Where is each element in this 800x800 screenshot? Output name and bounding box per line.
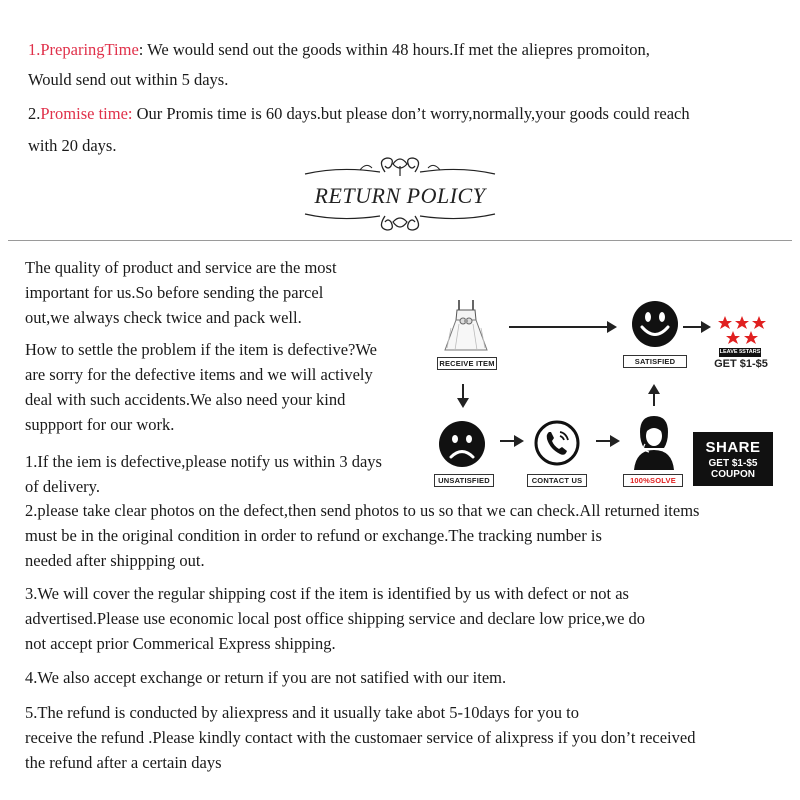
promise-time-text: Our Promis time is 60 days.but please don’t worry,normally,your goods could reach xyxy=(132,104,690,123)
point-5-line: the refund after a certain days xyxy=(25,753,222,772)
stars-icon xyxy=(718,316,766,348)
promise-time-line xyxy=(28,104,690,124)
unsatisfied-label: UNSATISFIED xyxy=(434,474,494,487)
point-5-line: 5.The refund is conducted by aliexpress and it usually take abot 5-10days for you to xyxy=(25,703,579,722)
point-3-line: advertised.Please use economic local post office shipping service and declare low price,we do xyxy=(25,609,646,628)
point-2-line: must be in the original condition in order to refund or exchange.The tracking number is xyxy=(25,526,602,545)
contact-us-label: CONTACT US xyxy=(527,474,587,487)
point-2-line: needed after shippping out. xyxy=(25,551,205,570)
solve-label: 100%SOLVE xyxy=(623,474,683,487)
promise-time-label: Promise time: xyxy=(40,104,133,123)
point-3-line: 3.We will cover the regular shipping cost if the item is identified by us with defect or not as xyxy=(25,584,629,603)
point-3-line: not accept prior Commerical Express shipping. xyxy=(25,634,336,653)
sad-face-icon xyxy=(438,420,486,468)
arrow-right-icon xyxy=(596,440,612,442)
defect-line: suppport for our work. xyxy=(25,415,175,434)
arrow-right-icon xyxy=(509,326,609,328)
intro-line: The quality of product and service are the most xyxy=(25,258,337,277)
receive-item-label: RECEIVE ITEM xyxy=(437,357,497,370)
defect-line: deal with such accidents.We also need your kind xyxy=(25,390,346,409)
intro-line: important for us.So before sending the parcel xyxy=(25,283,324,302)
defect-line: are sorry for the defective items and we will actively xyxy=(25,365,373,384)
point-5-line: receive the refund .Please kindly contact with the customaer service of alixpress if you don’t received xyxy=(25,728,696,747)
smiley-icon xyxy=(631,300,679,348)
share-text: SHARE xyxy=(705,439,761,456)
share-coupon-badge xyxy=(693,432,773,486)
arrow-up-icon xyxy=(653,392,655,406)
promise-time-number: 2. xyxy=(28,104,41,123)
defect-line: How to settle the problem if the item is defective?We xyxy=(25,340,377,359)
preparing-time-text: : We would send out the goods within 48 hours.If met the aliepres promoiton, xyxy=(138,40,650,59)
point-2-line: 2.please take clear photos on the defect,then send photos to us so that we can check.All returned items xyxy=(25,501,700,520)
preparing-time-label: PreparingTime xyxy=(40,40,139,59)
point-1-line: of delivery. xyxy=(25,477,100,496)
arrow-right-icon xyxy=(500,440,516,442)
ornament-top-icon xyxy=(300,152,500,182)
phone-icon xyxy=(534,420,580,466)
ornament-bottom-icon xyxy=(300,208,500,234)
preparing-time-continued: Would send out within 5 days. xyxy=(28,70,229,89)
arrow-down-icon xyxy=(462,384,464,400)
leave-stars-badge: LEAVE 5STARS xyxy=(719,349,761,355)
promise-time-continued: with 20 days. xyxy=(28,136,117,155)
section-divider xyxy=(8,240,792,241)
return-policy-title: RETURN POLICY xyxy=(314,183,486,208)
dress-icon xyxy=(443,298,489,354)
point-4: 4.We also accept exchange or return if you are not satified with our item. xyxy=(25,668,507,687)
satisfied-label: SATISFIED xyxy=(623,355,687,368)
point-1-line: 1.If the iem is defective,please notify us within 3 days xyxy=(25,452,382,471)
preparing-time-line xyxy=(28,40,650,60)
share-get-text: GET $1-$5 xyxy=(708,458,758,469)
intro-line: out,we always check twice and pack well. xyxy=(25,308,302,327)
get-amount-text: GET $1-$5 xyxy=(714,358,768,370)
preparing-time-number: 1. xyxy=(28,40,41,59)
arrow-right-icon xyxy=(683,326,703,328)
support-agent-icon xyxy=(630,414,678,470)
coupon-text: COUPON xyxy=(711,469,755,480)
